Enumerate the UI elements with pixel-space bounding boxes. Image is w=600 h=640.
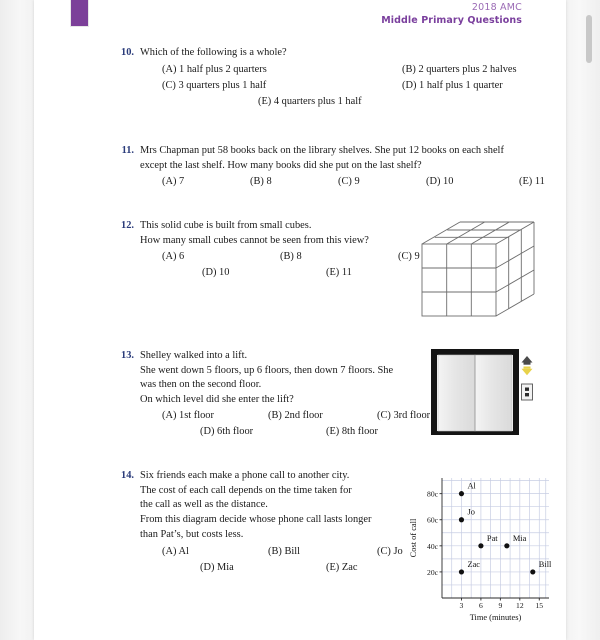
option-c[interactable]: (C) Jo [377, 545, 403, 557]
data-point-al [459, 491, 464, 496]
question-12 [112, 219, 420, 282]
options-row [140, 561, 412, 577]
option-e[interactable]: (E) 11 [519, 176, 545, 188]
question-body [140, 219, 420, 282]
data-point-label-pat: Pat [486, 533, 498, 543]
data-point-jo [459, 517, 464, 522]
question-number: 13. [121, 350, 134, 361]
data-point-mia [504, 543, 509, 548]
option-a[interactable]: (A) 1 half plus 2 quarters [162, 63, 267, 75]
document-page [34, 0, 566, 640]
y-tick-label: 40c [427, 541, 438, 551]
option-b[interactable]: (B) 8 [250, 176, 272, 188]
options-row [140, 95, 552, 111]
lift-doors-diagram [430, 348, 542, 438]
question-stem-line: The cost of each call depends on the time taken for [140, 484, 352, 496]
x-tick-label: 15 [535, 601, 544, 610]
option-a[interactable]: (A) 7 [162, 176, 185, 188]
option-a[interactable]: (A) 6 [162, 251, 185, 263]
data-point-label-bill: Bill [538, 559, 552, 569]
option-d[interactable]: (D) 1 half plus 1 quarter [402, 79, 503, 91]
data-point-label-mia: Mia [512, 533, 527, 543]
x-tick-label: 3 [459, 601, 464, 610]
question-stem-line: Mrs Chapman put 58 books back on the library shelves. She put 12 books on each shelf [140, 145, 504, 156]
question-11 [112, 144, 552, 191]
question-stem-line: How many small cubes cannot be seen from this view? [140, 234, 369, 246]
scrollbar-thumb[interactable] [586, 15, 592, 63]
y-tick-label: 80c [427, 489, 438, 499]
options-row [140, 266, 412, 282]
y-tick-label: 20c [427, 567, 438, 577]
x-axis-title: Time (minutes) [469, 613, 522, 622]
x-tick-label: 12 [516, 601, 524, 610]
option-b[interactable]: (B) 8 [280, 251, 302, 263]
x-tick-label: 9 [498, 601, 503, 610]
question-stem-line: was then on the second floor. [140, 379, 262, 391]
option-e[interactable]: (E) 4 quarters plus 1 half [258, 95, 362, 107]
question-stem-line: She went down 5 floors, up 6 floors, then down 7 floors. She [140, 364, 394, 376]
option-d[interactable]: (D) 10 [426, 176, 454, 188]
question-body [140, 46, 552, 111]
question-stem-line: From this diagram decide whose phone call lasts longer [140, 514, 372, 526]
option-c[interactable]: (C) 3 quarters plus 1 half [162, 79, 267, 91]
lift-call-panel [522, 384, 533, 400]
question-body [140, 469, 412, 577]
options-row [140, 425, 412, 441]
page-title: Middle Primary Questions [381, 14, 522, 26]
question-stem-line: On which level did she enter the lift? [140, 394, 294, 406]
option-c[interactable]: (C) 9 [398, 251, 420, 263]
solid-cube-diagram [420, 220, 545, 320]
x-tick-label: 6 [479, 601, 483, 610]
question-body [140, 349, 431, 441]
data-point-pat [478, 543, 483, 548]
data-point-bill [530, 569, 535, 574]
lift-door-left [438, 355, 475, 431]
option-e[interactable]: (E) 11 [326, 267, 352, 279]
options-row [140, 250, 420, 266]
option-b[interactable]: (B) 2 quarters plus 2 halves [402, 63, 517, 75]
cube-svg [420, 220, 545, 320]
y-tick-label: 60c [427, 515, 438, 525]
question-number: 12. [121, 220, 134, 231]
question-stem-line: the call as well as the distance. [140, 499, 268, 511]
data-point-zac [459, 569, 464, 574]
option-d[interactable]: (D) Mia [200, 561, 234, 573]
question-13 [112, 349, 431, 441]
y-axis-title: Cost of call [409, 518, 418, 558]
option-b[interactable]: (B) 2nd floor [268, 409, 323, 421]
question-stem-line: than Pat’s, but costs less. [140, 528, 244, 540]
data-point-label-al: Al [467, 481, 476, 491]
option-a[interactable]: (A) Al [162, 545, 189, 557]
data-point-label-zac: Zac [467, 559, 481, 569]
option-e[interactable]: (E) 8th floor [326, 425, 378, 437]
question-number: 10. [121, 47, 134, 58]
lift-door-right [475, 355, 512, 431]
options-row [140, 175, 552, 191]
options-row [140, 409, 431, 425]
phone-call-scatter-chart [406, 470, 556, 632]
option-a[interactable]: (A) 1st floor [162, 409, 214, 421]
lift-down-arrow-icon [522, 367, 533, 376]
header-year: 2018 AMC [471, 2, 522, 13]
option-e[interactable]: (E) Zac [326, 561, 358, 573]
option-b[interactable]: (B) Bill [268, 545, 301, 557]
question-14 [112, 469, 412, 577]
viewer-gutter-left [0, 0, 34, 640]
question-number: 11. [121, 145, 134, 156]
page-header [381, 2, 522, 28]
option-c[interactable]: (C) 9 [338, 176, 360, 188]
question-stem-line: This solid cube is built from small cubes. [140, 220, 312, 231]
option-c[interactable]: (C) 3rd floor [377, 409, 431, 421]
question-body [140, 144, 552, 191]
question-stem-line: Which of the following is a whole? [140, 47, 287, 58]
question-stem-line: Shelley walked into a lift. [140, 350, 248, 361]
question-number: 14. [121, 470, 134, 481]
options-row [140, 545, 412, 561]
option-d[interactable]: (D) 6th floor [200, 425, 254, 437]
options-row [140, 79, 552, 95]
data-point-label-jo: Jo [467, 507, 475, 517]
question-10 [112, 46, 552, 111]
options-row [140, 63, 552, 79]
lift-svg [430, 348, 542, 438]
scrollbar-track[interactable] [586, 0, 597, 640]
option-d[interactable]: (D) 10 [202, 267, 230, 279]
bookmark-tab[interactable] [70, 0, 89, 27]
question-stem-line: except the last shelf. How many books did she put on the last shelf? [140, 159, 422, 171]
chart-svg [406, 470, 556, 632]
lift-up-arrow-icon [522, 356, 533, 365]
question-stem-line: Six friends each make a phone call to another city. [140, 470, 350, 481]
